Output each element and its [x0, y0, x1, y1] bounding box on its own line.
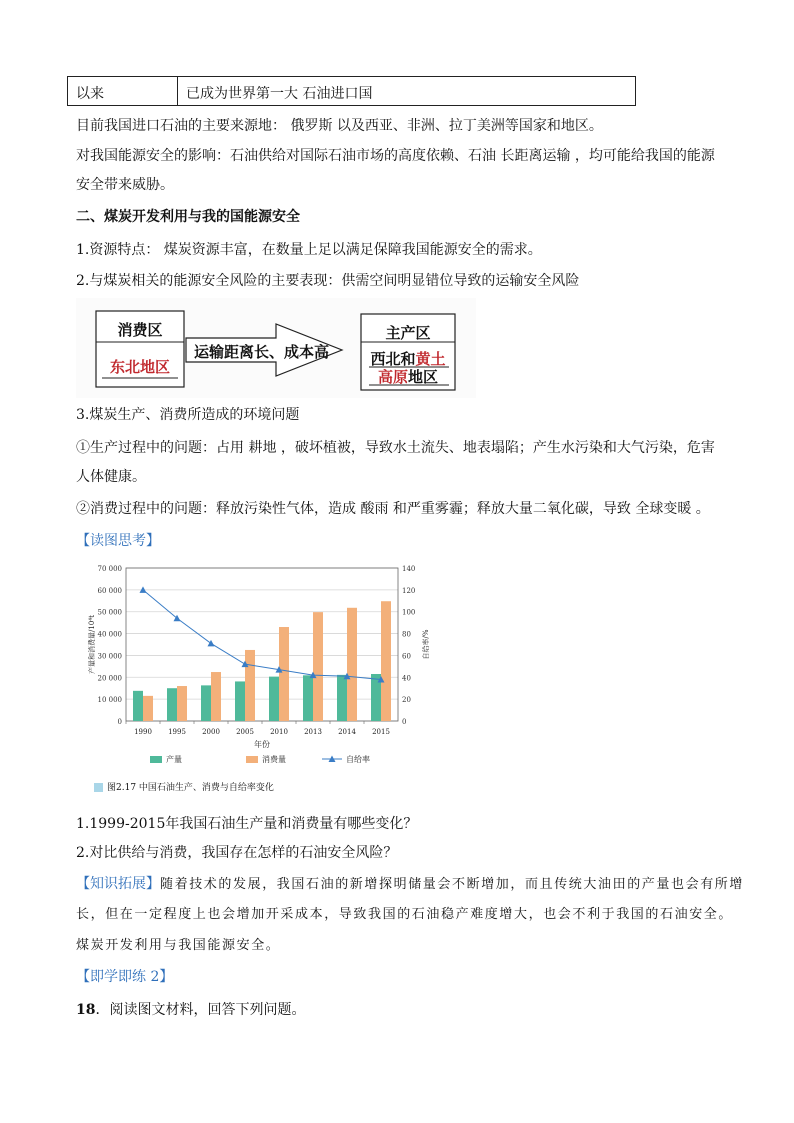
- question-18: [76, 1000, 305, 1020]
- oil-impact-paragraph: 对我国能源安全的影响：石油供给对国际石油市场的高度依赖、石油 长距离运输 ，均可能给我国的能源: [76, 148, 715, 164]
- legend-swatch-consumption: [246, 756, 258, 763]
- y-tick-label: 40 000: [97, 630, 122, 639]
- legend-swatch-production: [150, 756, 162, 763]
- legend-label-consumption: 消费量: [262, 755, 286, 764]
- coal-item-1: 1.资源特点： 煤炭资源丰富，在数量上足以满足保障我国能源安全的需求。: [76, 242, 542, 258]
- x-tick-label: 1995: [168, 728, 186, 736]
- production-region-suffix: 地区: [408, 368, 439, 386]
- y-right-tick-label: 80: [402, 630, 411, 639]
- coal-item-3a: ①生产过程中的问题：占用 耕地 ，破坏植被，导致水土流失、地表塌陷；产生水污染和大气污染，危害: [76, 440, 715, 456]
- y-right-tick-label: 0: [402, 718, 407, 726]
- bar-production: [303, 675, 313, 721]
- chart-caption: [94, 780, 274, 793]
- bar-consumption: [279, 627, 289, 721]
- question-18-number: 18: [76, 1002, 96, 1018]
- x-tick-label: 1990: [134, 728, 152, 736]
- bar-production: [235, 681, 245, 721]
- x-axis-label: 年份: [254, 740, 270, 749]
- knowledge-text-1: 随着技术的发展，我国石油的新增探明储量会不断增加，而且传统大油田的产量也会有所增: [160, 877, 745, 892]
- oil-impact-paragraph-cont: 安全带来威胁。: [76, 177, 174, 193]
- section-heading-coal: 二、煤炭开发利用与我的国能源安全: [76, 209, 300, 225]
- consumption-region: 东北地区: [109, 358, 170, 376]
- bar-production: [201, 685, 211, 721]
- bar-consumption: [381, 601, 391, 721]
- tag-knowledge: 【知识拓展】: [76, 876, 160, 892]
- consumption-title: 消费区: [117, 321, 163, 339]
- x-tick-label: 2013: [304, 728, 322, 736]
- y-tick-label: 60 000: [97, 586, 122, 595]
- y-tick-label: 50 000: [97, 608, 122, 617]
- y-right-tick-label: 60: [402, 652, 411, 661]
- bar-consumption: [245, 650, 255, 721]
- knowledge-line-2: 长，但在一定程度上也会增加开采成本，导致我国的石油稳产难度增大，也会不利于我国的石油安全。: [76, 907, 734, 922]
- tag-read-think: 【读图思考】: [76, 533, 160, 549]
- question-1: 1.1999-2015年我国石油生产量和消费量有哪些变化？: [76, 816, 418, 832]
- y-right-tick-label: 120: [402, 586, 416, 595]
- table-row: [67, 76, 636, 106]
- question-2: 2.对比供给与消费，我国存在怎样的石油安全风险？: [76, 845, 398, 861]
- coal-item-3: 3.煤炭生产、消费所造成的环境问题: [76, 407, 300, 423]
- plot-frame: [126, 568, 398, 721]
- production-title: 主产区: [385, 324, 431, 342]
- bar-production: [269, 677, 279, 721]
- y-tick-label: 30 000: [97, 652, 122, 661]
- legend-label-ratio: 自给率: [346, 755, 370, 764]
- chart-caption-text: 图2.17 中国石油生产、消费与自给率变化: [107, 783, 274, 793]
- bar-consumption: [211, 672, 221, 721]
- x-tick-label: 2000: [202, 728, 220, 736]
- knowledge-line-3: 煤炭开发利用与我国能源安全。: [76, 938, 281, 953]
- y-tick-label: 0: [117, 718, 122, 726]
- x-tick-label: 2014: [338, 728, 356, 736]
- x-tick-label: 2005: [236, 728, 254, 736]
- tag-practice: 【即学即练 2】: [76, 969, 174, 985]
- production-region-highlight-2: 高原: [377, 368, 408, 386]
- y-tick-label: 10 000: [97, 696, 122, 705]
- y-right-axis-label: 自给率/%: [422, 629, 430, 660]
- bar-consumption: [177, 686, 187, 721]
- coal-item-3b: ②消费过程中的问题：释放污染性气体，造成 酸雨 和严重雾霾；释放大量二氧化碳，导致 全球变暖 。: [76, 501, 710, 517]
- bar-consumption: [143, 696, 153, 721]
- bar-production: [167, 688, 177, 721]
- self-sufficiency-line: [143, 590, 381, 680]
- y-tick-label: 20 000: [97, 674, 122, 683]
- legend-label-production: 产量: [166, 755, 182, 764]
- transport-diagram: [76, 298, 476, 398]
- y-right-tick-label: 20: [402, 696, 411, 705]
- y-right-tick-label: 100: [402, 608, 416, 617]
- coal-item-3a-cont: 人体健康。: [76, 469, 146, 485]
- oil-sources-paragraph: 目前我国进口石油的主要来源地： 俄罗斯 以及西亚、非洲、拉丁美洲等国家和地区。: [76, 118, 603, 134]
- oil-chart: [80, 560, 430, 800]
- production-region-highlight: 黄土: [415, 350, 446, 368]
- arrow-label: 运输距离长、成本高: [194, 343, 330, 361]
- x-tick-label: 2015: [372, 728, 390, 736]
- table-cell-left: 以来: [68, 77, 178, 105]
- x-tick-label: 2010: [270, 728, 288, 736]
- question-18-text: ．阅读图文材料，回答下列问题。: [95, 1002, 306, 1018]
- production-region-line2: [361, 366, 455, 387]
- knowledge-line-1: [76, 874, 744, 895]
- production-region-prefix: 西北和: [370, 350, 416, 368]
- bar-production: [337, 675, 347, 721]
- y-right-tick-label: 140: [402, 565, 416, 573]
- table-cell-right: 已成为世界第一大 石油进口国: [186, 86, 373, 102]
- coal-item-2: 2.与煤炭相关的能源安全风险的主要表现：供需空间明显错位导致的运输安全风险: [76, 273, 580, 289]
- y-right-tick-label: 40: [402, 674, 411, 683]
- bar-production: [133, 691, 143, 721]
- self-sufficiency-point: [208, 640, 215, 647]
- bar-consumption: [347, 608, 357, 721]
- bar-consumption: [313, 612, 323, 721]
- caption-marker-icon: [94, 783, 103, 792]
- y-tick-label: 70 000: [97, 565, 122, 573]
- y-axis-label: 产量和消费量/10⁴t: [88, 615, 96, 674]
